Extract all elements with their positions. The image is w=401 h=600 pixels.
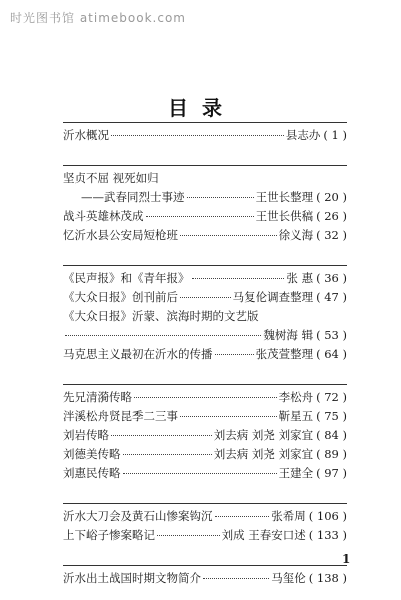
entry-title: 沂水概况 — [63, 128, 109, 142]
entry-page: ( 97 ) — [316, 466, 347, 480]
section-gap — [63, 145, 347, 165]
toc-section — [63, 566, 347, 588]
entry-title: 《大众日报》创刊前后 — [63, 290, 178, 304]
entry-author: 张希周 — [271, 509, 306, 523]
entry-author: 刘去病 刘尧 刘家宜 — [213, 447, 314, 461]
toc-entry — [63, 445, 347, 464]
entry-title: 沂水出土战国时期文物简介 — [63, 571, 201, 585]
toc-entry — [63, 169, 347, 188]
toc-entry — [63, 464, 347, 483]
entry-author: 刘去病 刘尧 刘家宜 — [213, 428, 314, 442]
dot-leader — [203, 578, 269, 579]
toc-entry — [63, 207, 347, 226]
entry-page: ( 64 ) — [316, 347, 347, 361]
entry-author: 靳星五 — [278, 409, 314, 423]
entry-title: 忆沂水县公安局短枪班 — [63, 228, 178, 242]
entry-page: ( 36 ) — [316, 271, 347, 285]
table-of-contents — [63, 122, 347, 588]
toc-entry — [63, 526, 347, 545]
entry-title: 上下峪子惨案略记 — [63, 528, 155, 542]
entry-author: 马复伦调查整理 — [232, 290, 314, 304]
toc-entry — [63, 269, 347, 288]
entry-page: ( 53 ) — [316, 328, 347, 342]
entry-page: ( 133 ) — [308, 528, 347, 542]
entry-title: 《民声报》和《青年报》 — [63, 271, 190, 285]
toc-entry — [63, 226, 347, 245]
entry-page: ( 106 ) — [308, 509, 347, 523]
dot-leader — [192, 278, 285, 279]
toc-entry — [63, 345, 347, 364]
toc-entry — [63, 307, 347, 326]
dot-leader — [146, 216, 254, 217]
watermark-text: 时光图书馆 atimebook.com — [10, 11, 186, 25]
toc-entry — [63, 426, 347, 445]
dot-leader — [134, 397, 277, 398]
entry-page: ( 26 ) — [316, 209, 347, 223]
toc-section — [63, 166, 347, 245]
toc-entry — [63, 126, 347, 145]
entry-author: 魏树海 辑 — [263, 328, 314, 342]
dot-leader — [123, 473, 277, 474]
entry-title: 先兄清漪传略 — [63, 390, 132, 404]
entry-author: 马玺伦 — [271, 571, 306, 585]
dot-leader — [157, 535, 220, 536]
dot-leader — [111, 435, 212, 436]
toc-entry — [63, 407, 347, 426]
entry-title: 刘惠民传略 — [63, 466, 121, 480]
entry-title: 沂水大刀会及黄石山惨案钩沉 — [63, 509, 213, 523]
entry-title: 泮溪松舟贤昆季二三事 — [63, 409, 178, 423]
entry-author: 王世长供稿 — [255, 209, 314, 223]
entry-page: ( 32 ) — [316, 228, 347, 242]
entry-author: 王世长整理 — [255, 190, 314, 204]
entry-title: 刘岩传略 — [63, 428, 109, 442]
entry-page: ( 72 ) — [316, 390, 347, 404]
toc-entry — [63, 388, 347, 407]
toc-section — [63, 385, 347, 483]
toc-section — [63, 504, 347, 545]
toc-entry — [63, 569, 347, 588]
entry-author: 王建全 — [278, 466, 314, 480]
toc-entry — [63, 507, 347, 526]
entry-page: ( 20 ) — [316, 190, 347, 204]
toc-entry — [63, 326, 347, 345]
entry-title: 《大众日报》沂蒙、滨海时期的文艺版 — [63, 309, 259, 323]
entry-page: ( 75 ) — [316, 409, 347, 423]
entry-author: 刘成 王春安口述 — [221, 528, 306, 542]
dot-leader — [65, 335, 261, 336]
entry-page: ( 89 ) — [316, 447, 347, 461]
dot-leader — [180, 416, 277, 417]
section-gap — [63, 245, 347, 265]
section-gap — [63, 545, 347, 565]
dot-leader — [180, 297, 231, 298]
entry-author: 县志办 — [285, 128, 321, 142]
dot-leader — [215, 516, 270, 517]
toc-section — [63, 123, 347, 145]
dot-leader — [187, 197, 254, 198]
toc-section — [63, 266, 347, 364]
entry-author: 李松舟 — [278, 390, 314, 404]
dot-leader — [215, 354, 254, 355]
entry-title: 坚贞不屈 视死如归 — [63, 171, 159, 185]
entry-page: ( 138 ) — [308, 571, 347, 585]
entry-title: 马克思主义最初在沂水的传播 — [63, 347, 213, 361]
toc-entry — [63, 188, 347, 207]
entry-title: 刘德美传略 — [63, 447, 121, 461]
entry-title: 战斗英雄林茂成 — [63, 209, 144, 223]
dot-leader — [123, 454, 212, 455]
entry-author: 张茂萱整理 — [255, 347, 314, 361]
entry-author: 徐义海 — [278, 228, 314, 242]
dot-leader — [111, 135, 284, 136]
entry-page: ( 1 ) — [323, 128, 347, 142]
section-gap — [63, 483, 347, 503]
entry-page: ( 84 ) — [316, 428, 347, 442]
section-gap — [63, 364, 347, 384]
page-title: 目录 — [168, 96, 236, 120]
entry-title: ——武春同烈士事迹 — [81, 190, 185, 204]
entry-page: ( 47 ) — [316, 290, 347, 304]
dot-leader — [180, 235, 277, 236]
entry-author: 张 惠 — [286, 271, 314, 285]
toc-entry — [63, 288, 347, 307]
page-number: 1 — [342, 552, 351, 566]
